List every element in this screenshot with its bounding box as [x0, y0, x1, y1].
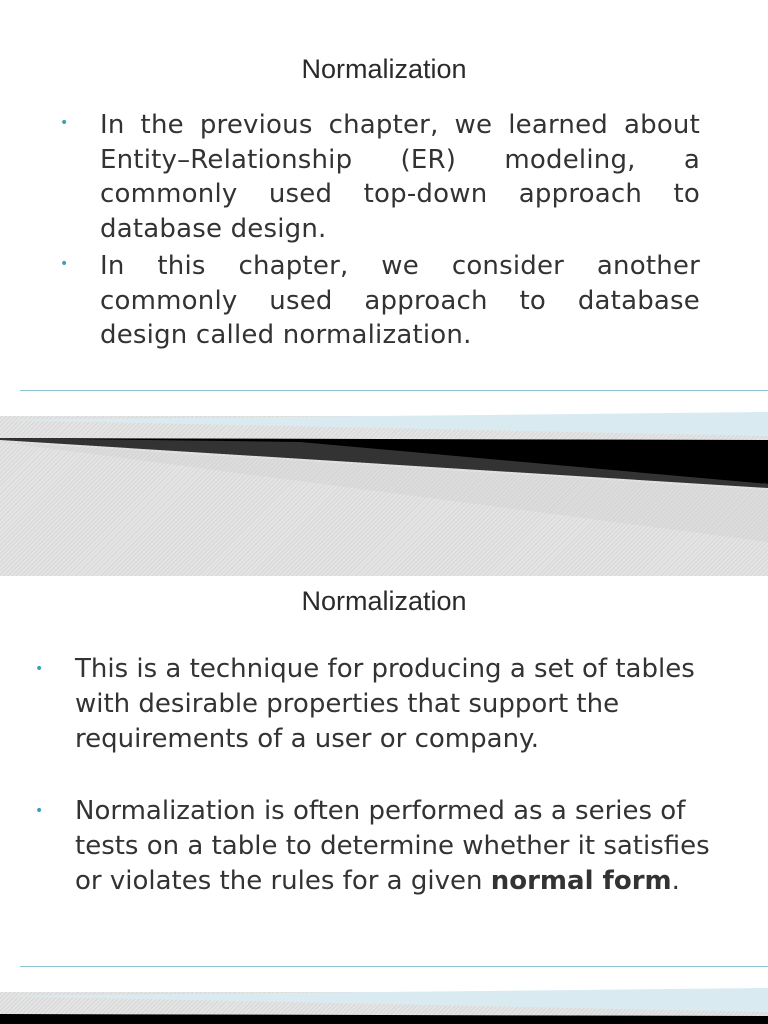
bullet-text: In this chapter, we consider another commonly used approach to database design called normalization. — [100, 251, 700, 350]
bullet-item — [35, 794, 715, 899]
bold-term: normal form — [490, 866, 672, 896]
slide-separator — [0, 392, 768, 576]
slide-1 — [0, 0, 768, 392]
slide-1-title: Normalization — [301, 54, 467, 84]
slide-2 — [0, 576, 768, 968]
bullet-item — [60, 108, 700, 246]
bullet-item — [35, 652, 715, 757]
bullet-icon: • — [35, 803, 44, 819]
slide-2-bullet-list — [35, 652, 715, 936]
slide-2-title: Normalization — [301, 586, 467, 616]
bullet-icon: • — [35, 661, 44, 677]
bullet-text: In the previous chapter, we learned about Entity–Relationship (ER) modeling, a commonly used top-down approach to database design. — [100, 110, 700, 244]
decorative-stripes — [0, 392, 768, 576]
bullet-text — [75, 796, 710, 896]
slide-1-bullet-list — [60, 108, 700, 356]
decorative-stripes — [0, 968, 768, 1024]
bullet-icon: • — [60, 256, 69, 272]
bullet-icon: • — [60, 115, 69, 131]
slide-divider-line — [20, 390, 768, 391]
bullet-text-prefix: Normalization is often performed as a series of tests on a table to determine whether it satisfies or violates the rules for a given — [75, 796, 710, 896]
slide-divider-line — [20, 966, 768, 967]
bullet-text-suffix: . — [671, 866, 680, 896]
slide-separator-bottom — [0, 968, 768, 1024]
bullet-text: This is a technique for producing a set of tables with desirable properties that support the requirements of a user or company. — [75, 654, 695, 754]
bullet-item — [60, 249, 700, 353]
